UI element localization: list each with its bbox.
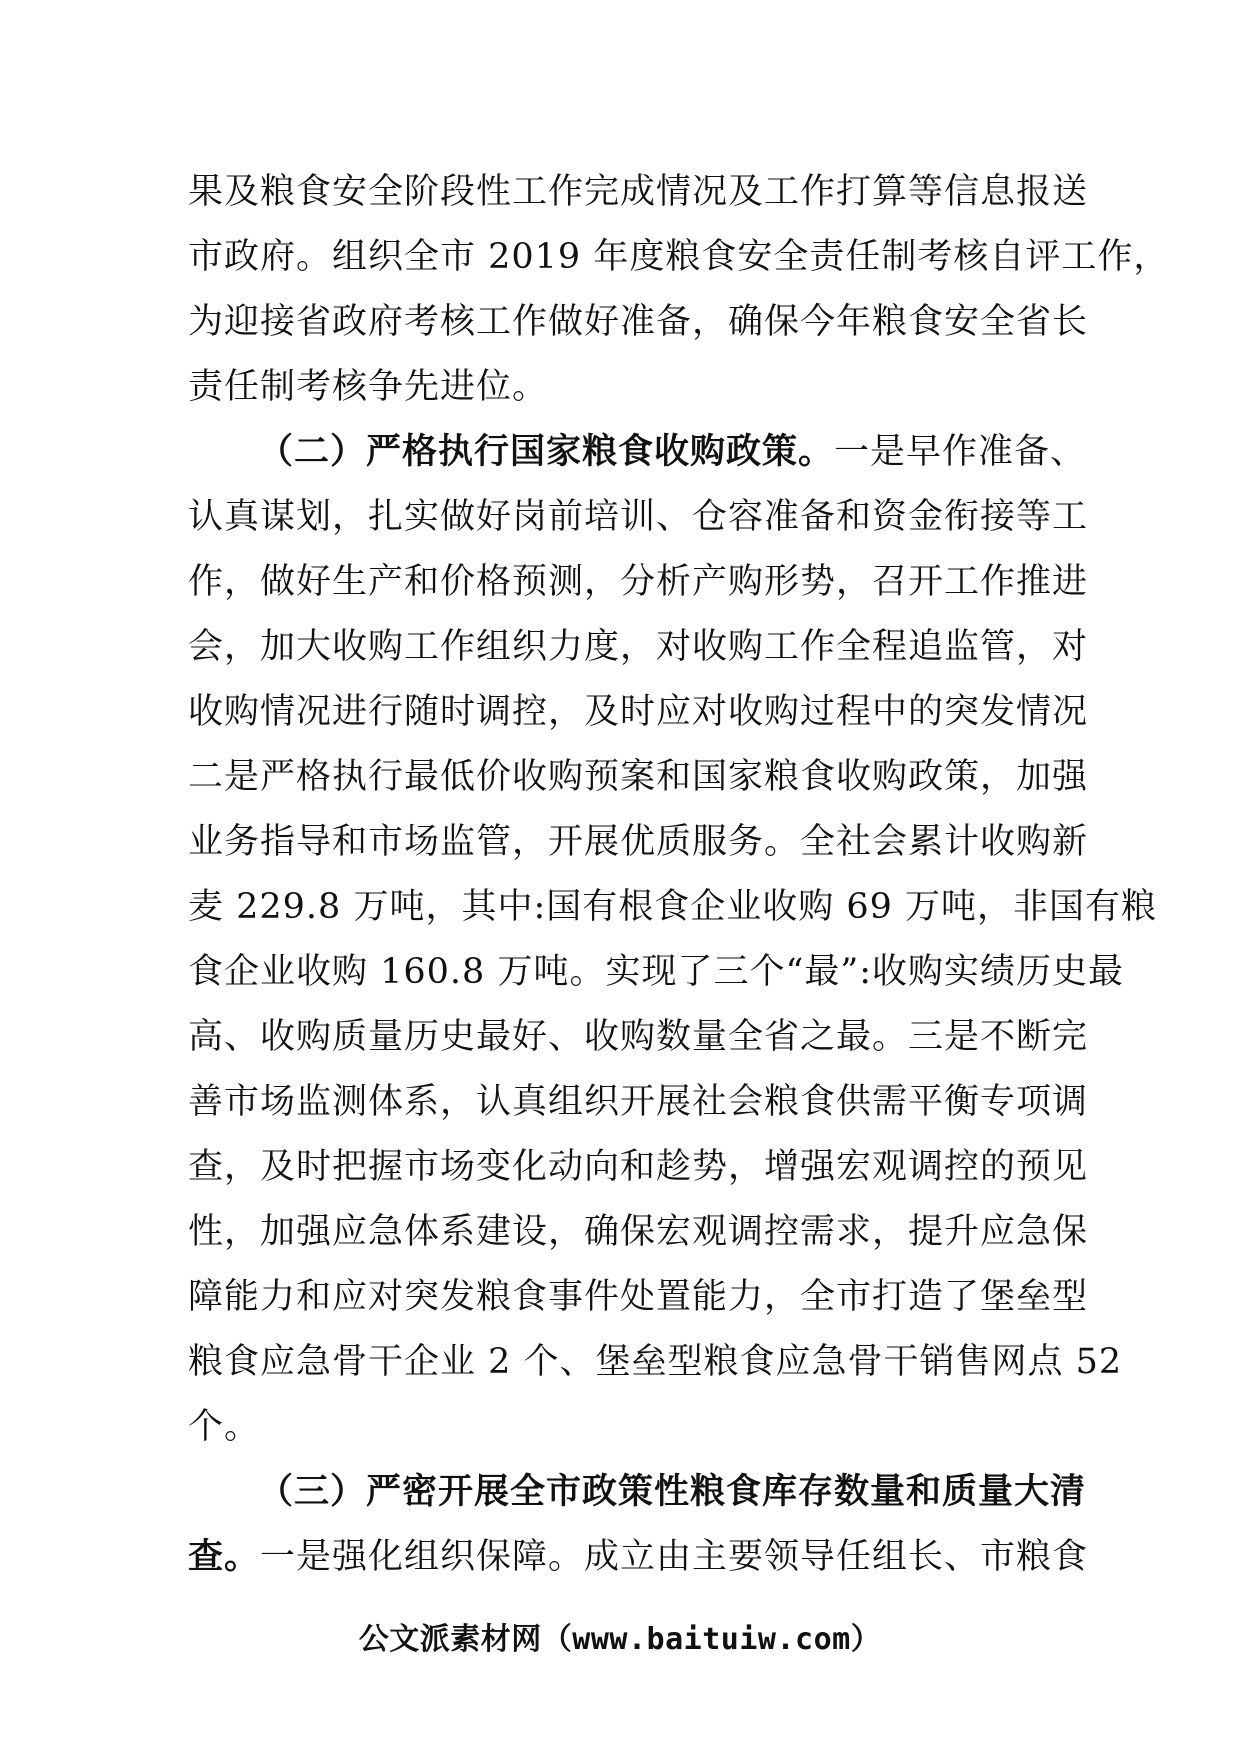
paragraph-line: 麦 229.8 万吨，其中:国有根食企业收购 69 万吨，非国有粮 [188, 887, 1158, 927]
paragraph-line: 责任制考核争先进位。 [188, 367, 549, 407]
section-heading-end: 查。 [188, 1537, 261, 1577]
paragraph-line: 个。 [188, 1407, 261, 1447]
paragraph-line: 二是严格执行最低价收购预案和国家粮食收购政策，加强 [188, 757, 1089, 797]
section-text: 一是强化组织保障。成立由主要领导任组长、市粮食 [260, 1537, 1089, 1577]
paragraph-line: 认真谋划，扎实做好岗前培训、仓容准备和资金衔接等工 [188, 497, 1089, 537]
section-heading: （二）严格执行国家粮食收购政策。 [258, 432, 835, 472]
paragraph-line: 市政府。组织全市 2019 年度粮食安全责任制考核自评工作， [188, 237, 1170, 277]
paragraph-line: 为迎接省政府考核工作做好准备，确保今年粮食安全省长 [188, 302, 1089, 342]
paragraph-line: 性，加强应急体系建设，确保宏观调控需求，提升应急保 [188, 1212, 1089, 1252]
paragraph-line: 障能力和应对突发粮食事件处置能力，全市打造了堡垒型 [188, 1277, 1089, 1317]
paragraph-line: 善市场监测体系，认真组织开展社会粮食供需平衡专项调 [188, 1082, 1089, 1122]
paragraph-line: 收购情况进行随时调控，及时应对收购过程中的突发情况 [188, 692, 1089, 732]
section-heading-line [188, 1525, 1089, 1590]
footer-watermark: 公文派素材网（www.baituiw.com） [358, 1622, 882, 1657]
section-heading-line [188, 420, 1087, 485]
paragraph-line: 高、收购质量历史最好、收购数量全省之最。三是不断完 [188, 1017, 1089, 1057]
paragraph-line: 粮食应急骨干企业 2 个、堡垒型粮食应急骨干销售网点 52 [188, 1342, 1123, 1382]
paragraph-line: 食企业收购 160.8 万吨。实现了三个“最”:收购实绩历史最 [188, 952, 1125, 992]
paragraph-line: 查，及时把握市场变化动向和趁势，增强宏观调控的预见 [188, 1147, 1089, 1187]
paragraph-line: 业务指导和市场监管，开展优质服务。全社会累计收购新 [188, 822, 1089, 862]
section-text: 一是早作准备、 [834, 432, 1087, 472]
paragraph-line: 果及粮食安全阶段性工作完成情况及工作打算等信息报送 [188, 172, 1089, 212]
paragraph-line: 作，做好生产和价格预测，分析产购形势，召开工作推进 [188, 562, 1089, 602]
document-body [188, 160, 1170, 1590]
section-heading: （三）严密开展全市政策性粮食库存数量和质量大清 [258, 1472, 1087, 1512]
paragraph-line: 会，加大收购工作组织力度，对收购工作全程追监管，对 [188, 627, 1089, 667]
